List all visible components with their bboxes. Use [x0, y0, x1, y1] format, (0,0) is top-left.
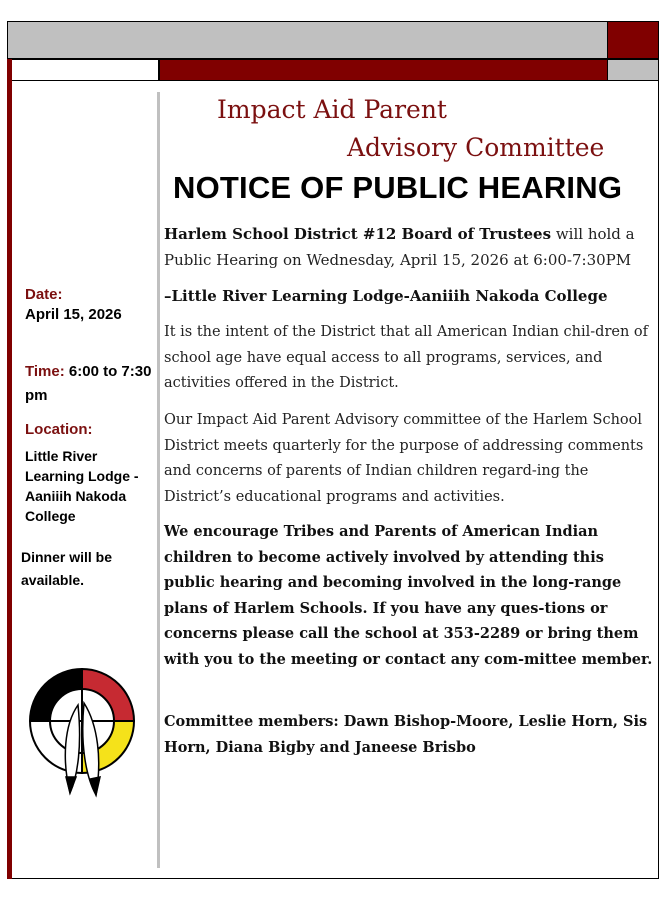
header-gray-bar [7, 21, 608, 59]
time-block [25, 360, 155, 408]
date-label: Date: [25, 286, 63, 303]
intro-text: will hold a Public Hearing on Wednesday, April 15, 2026 at 6:00-7:30PM [164, 225, 635, 269]
board-name: Harlem School District #12 Board of Trustees [164, 225, 552, 243]
intro-paragraph [164, 222, 654, 273]
encourage-paragraph: We encourage Tribes and Parents of American Indian children to become actively involved by attending this public hearing and becoming involved in the long-range plans of Harlem Schools. If you have any ques-tions or concerns please call the school at 353-2289 or bring them with you to the meeting or contact any com-mittee member. [164, 523, 653, 668]
header-white-block [12, 59, 159, 81]
location-label: Location: [25, 421, 93, 438]
location-block [25, 420, 155, 526]
intent-paragraph: It is the intent of the District that all American Indian chil-dren of school age have equal access to all programs, services, and activities offered in the District. [164, 324, 648, 391]
date-block [25, 285, 155, 325]
time-label: Time: [25, 363, 65, 380]
column-divider [157, 92, 160, 868]
dinner-note: Dinner will be available. [21, 549, 113, 588]
header-red-bar [159, 59, 608, 81]
committee-paragraph: Our Impact Aid Parent Advisory committee of the Harlem School District meets quarterly for the purpose of addressing comments and concerns of parents of Indian children regard-ing the District’s educational programs and activities. [164, 412, 644, 505]
title-line-2: Advisory Committee [347, 133, 605, 162]
date-value: April 15, 2026 [25, 306, 122, 323]
title-line-1: Impact Aid Parent [217, 95, 447, 124]
location-value: Little River Learning Lodge -Aaniiih Nakoda College [25, 448, 139, 524]
location-line: –Little River Learning Lodge-Aaniiih Nakoda College [164, 287, 608, 305]
time-value: 6:00 to 7:30 pm [25, 363, 152, 404]
notice-heading: NOTICE OF PUBLIC HEARING [173, 170, 623, 205]
header-gray-block [607, 59, 659, 81]
medicine-wheel-feathers-icon [26, 665, 138, 803]
header-red-block [607, 21, 659, 59]
committee-members: Committee members: Dawn Bishop-Moore, Leslie Horn, Sis Horn, Diana Bigby and Janeese Brisbo [164, 713, 648, 756]
